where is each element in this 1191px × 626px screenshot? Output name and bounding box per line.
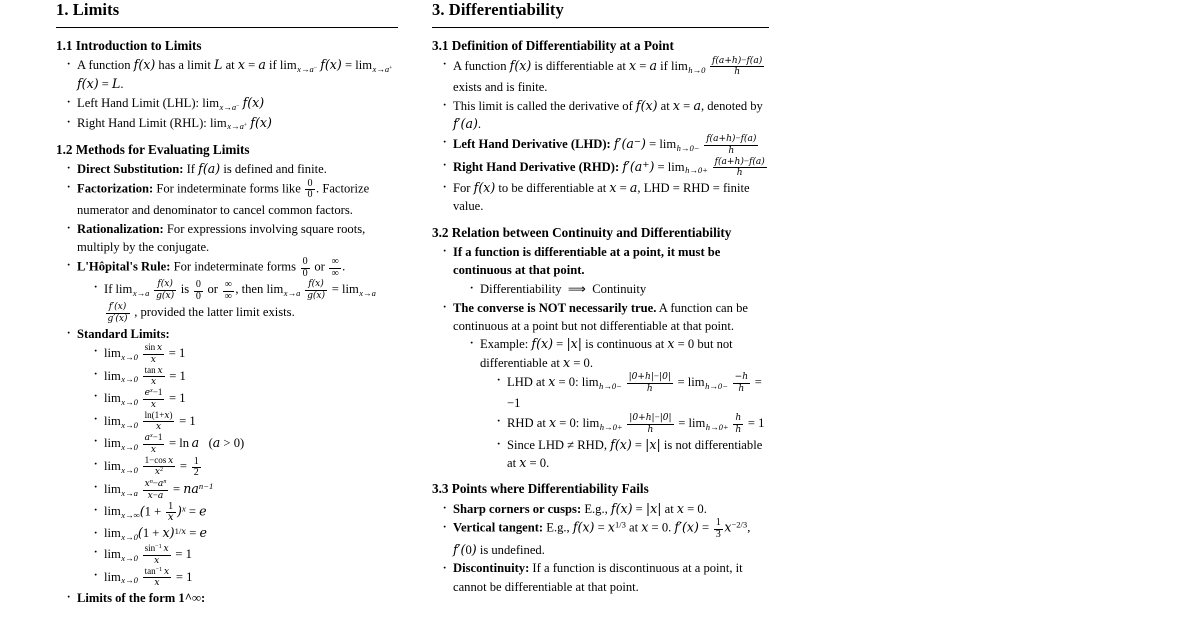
list-item-truncated: [66, 589, 398, 607]
list-item: · Differentiability ⟹ Continuity: [469, 280, 769, 298]
item-label: Direct Substitution:: [77, 162, 184, 177]
list-item: · Vertical tangent: E.g., $f(x) = x^{1/3}$ at x = 0. f′(x) = $\frac{1}{3}$ $x^{-2/3}$, f′(0) is undefined.: [442, 518, 769, 559]
list-item: · $\lim_{x\to 0}(1 + x)^{1/x} = e$: [93, 524, 398, 543]
list-item: · $\lim_{x\to 0}$ $\frac{\sin^{-1} x}{x}$ = 1: [93, 544, 398, 566]
list-item: · $\lim_{x\to\infty}(1$ + $\frac{1}{x}$ )$^x$ = e: [93, 502, 398, 524]
list-item: · Left Hand Derivative (LHD): $f'(a^-) = \lim_{h\to 0-}$ $\frac{f(a+h)-f(a)}{h}$: [442, 134, 769, 156]
item-label: Factorization:: [77, 181, 154, 196]
item-label: Vertical tangent:: [453, 520, 544, 535]
list-item: · $\lim_{x\to 0}$ $\frac{\text{1−cos x}}{x^2}$ = $\frac{1}{2}$: [93, 456, 398, 479]
left-column: [56, 0, 398, 608]
item-label: Standard Limits:: [77, 326, 170, 341]
item-label: Left Hand Derivative (LHD):: [453, 136, 611, 151]
right-column: [432, 0, 769, 608]
subsection-heading-1-2: 1.2 Methods for Evaluating Limits: [56, 141, 250, 157]
list-item: · Right Hand Limit (RHL): $\lim_{x\to a^+} f(x)$: [66, 114, 398, 133]
section-rule: [56, 27, 398, 28]
list-item: · $\lim_{x\to 0}$ $\frac{a^x-1}{x}$ = ln a (a > 0): [93, 433, 398, 455]
list-intro-to-limits: [56, 56, 398, 133]
subsection-heading-1-1: 1.1 Introduction to Limits: [56, 37, 202, 53]
list-item: · Example: f(x) = |x| is continuous at x = 0 but not differentiable at x = 0. · LHD at x = 0: $\lim_{h\to 0-}$ $\frac{|0+h|-|0|}{h}$ = $\lim_{h\to 0-}$ $\frac{-h}{h}$ = −1 · RHD at x = 0: $\lim_{h\to 0+}$ $\frac{|0+h|-|0|}{h}$ = $\lim_{h\to 0+}$ $\frac{h}{h}$ = 1 · Since LHD ≠ RHD, f(x) = |x| is not differentiable at x = 0.: [469, 335, 769, 472]
list-item: · Sharp corners or cusps: E.g., f(x) = |x| at x = 0.: [442, 500, 769, 518]
list-item: · A function f(x) is differentiable at x = a if $\lim_{h\to 0}$ $\frac{f(a+h)-f(a)}{h}$ exists and is finite.: [442, 56, 769, 96]
list-item: · Left Hand Limit (LHL): $\lim_{x\to a^-} f(x)$: [66, 94, 398, 113]
sublist-lhd-rhd-computation: [480, 372, 769, 472]
list-item: · Factorization: For indeterminate forms like $\frac{0}{0}$ . Factorize numerator and denominator to cancel common factors.: [66, 179, 398, 220]
list-item: · Right Hand Derivative (RHD): $f'(a^+) = \lim_{h\to 0+}$ $\frac{f(a+h)-f(a)}{h}$: [442, 157, 769, 179]
list-item: · This limit is called the derivative of f(x) at x = a, denoted by f′(a).: [442, 97, 769, 134]
list-definition-of-differentiability: [432, 56, 769, 216]
list-item: · $\lim_{x\to 0}$ $\frac{\ln(1+x)}{x}$ = 1: [93, 411, 398, 433]
list-item: · The converse is NOT necessarily true. A function can be continuous at a point but not differentiable at that point. · Example: f(x) = |x| is continuous at x = 0 but not differentiable at x = 0. · LHD at x = 0: $\lim_{h\to 0-}$ $\frac{|0+h|-|0|}{h}$ = $\lim_{h\to 0-}$ $\frac{-h}{h}$ = −1 · RHD at x = 0: $\lim_{h\to 0+}$ $\frac{|0+h|-|0|}{h}$ = $\lim_{h\to 0+}$ $\frac{h}{h}$ = 1 · Since LHD ≠ RHD, f(x) = |x| is not differentiable at x = 0.: [442, 299, 769, 473]
sublist-lhopital: [77, 279, 398, 324]
section-title-limits: 1. Limits: [56, 0, 120, 19]
list-item: · Direct Substitution: If f(a) is defined and finite.: [66, 160, 398, 178]
subsection-heading-3-2: 3.2 Relation between Continuity and Differentiability: [432, 224, 732, 240]
list-item: [66, 325, 398, 589]
item-label: Rationalization:: [77, 221, 164, 236]
list-item: · $\lim_{x\to 0}$ $\frac{\tan^{-1} x}{x}$ = 1: [93, 567, 398, 589]
subsection-heading-3-3: 3.3 Points where Differentiability Fails: [432, 481, 649, 497]
list-item: · L'Hôpital's Rule: For indeterminate forms $\frac{0}{0}$ or $\frac{\infty}{\infty}$ . · If $\lim_{x\to a}$ $\frac{f(x)}{g(x)}$ is $\frac{0}{0}$ or $\frac{\infty}{\infty}$ , then $\lim_{x\to a}$ $\frac{f(x)}{g(x)}$ = $\lim_{x\to a}$ $\frac{f'(x)}{g'(x)}$ , provided the latter limit exists.: [66, 257, 398, 324]
list-item: · $\lim_{x\to 0}$ $\frac{\text{sin x}}{x}$ = 1: [93, 343, 398, 365]
sublist-implication: [453, 280, 769, 298]
list-item: · Discontinuity: If a function is discontinuous at a point, it cannot be differentiable at that point.: [442, 559, 769, 596]
list-item: · Since LHD ≠ RHD, f(x) = |x| is not differentiable at x = 0.: [496, 436, 769, 473]
subsection-heading-3-1: 3.1 Definition of Differentiability at a Point: [432, 37, 674, 53]
list-continuity-differentiability-relation: [432, 243, 769, 472]
list-item: · RHD at x = 0: $\lim_{h\to 0+}$ $\frac{|0+h|-|0|}{h}$ = $\lim_{h\to 0+}$ $\frac{h}{h}$ = 1: [496, 413, 769, 435]
item-label: The converse is NOT necessarily true.: [453, 300, 657, 315]
list-methods-for-evaluating-limits: [56, 160, 398, 608]
list-item: · Rationalization: For expressions involving square roots, multiply by the conjugate.: [66, 220, 398, 257]
list-item: · $\lim_{x\to a}$ $\frac{x^n-a^n}{x-a}$ = $na^{n-1}$: [93, 479, 398, 501]
list-item: [442, 243, 769, 298]
section-title-differentiability: 3. Differentiability: [432, 0, 564, 19]
item-label: Right Hand Derivative (RHD):: [453, 159, 620, 174]
bold-statement: · If a function is differentiable at a point, it must be continuous at that point.: [453, 245, 721, 278]
item-label: L'Hôpital's Rule:: [77, 259, 171, 274]
list-item: · $\lim_{x\to 0}$ $\frac{e^x-1}{x}$ = 1: [93, 388, 398, 410]
sublist-standard-limits: [77, 343, 398, 589]
list-item: · A function f(x) has a limit L at x = a if $\lim_{x\to a^-} f(x) = \lim_{x\to a^+} f(x) = L$.: [66, 56, 398, 94]
list-item: · If $\lim_{x\to a}$ $\frac{f(x)}{g(x)}$ is $\frac{0}{0}$ or $\frac{\infty}{\infty}$ , then $\lim_{x\to a}$ $\frac{f(x)}{g(x)}$ = $\lim_{x\to a}$ $\frac{f'(x)}{g'(x)}$ , provided the latter limit exists.: [93, 279, 398, 324]
list-points-where-differentiability-fails: [432, 500, 769, 597]
list-item: · $\lim_{x\to 0}$ $\frac{\text{tan x}}{x}$ = 1: [93, 366, 398, 388]
item-label: Limits of the form 1^∞:: [77, 591, 206, 606]
section-rule: [432, 27, 769, 28]
list-item: · For f(x) to be differentiable at x = a, LHD = RHD = finite value.: [442, 179, 769, 216]
item-label: Discontinuity:: [453, 561, 530, 576]
sublist-example-abs: [453, 335, 769, 472]
item-label: Sharp corners or cusps:: [453, 501, 582, 516]
list-item: · LHD at x = 0: $\lim_{h\to 0-}$ $\frac{|0+h|-|0|}{h}$ = $\lim_{h\to 0-}$ $\frac{-h}{h}$ = −1: [496, 372, 769, 412]
